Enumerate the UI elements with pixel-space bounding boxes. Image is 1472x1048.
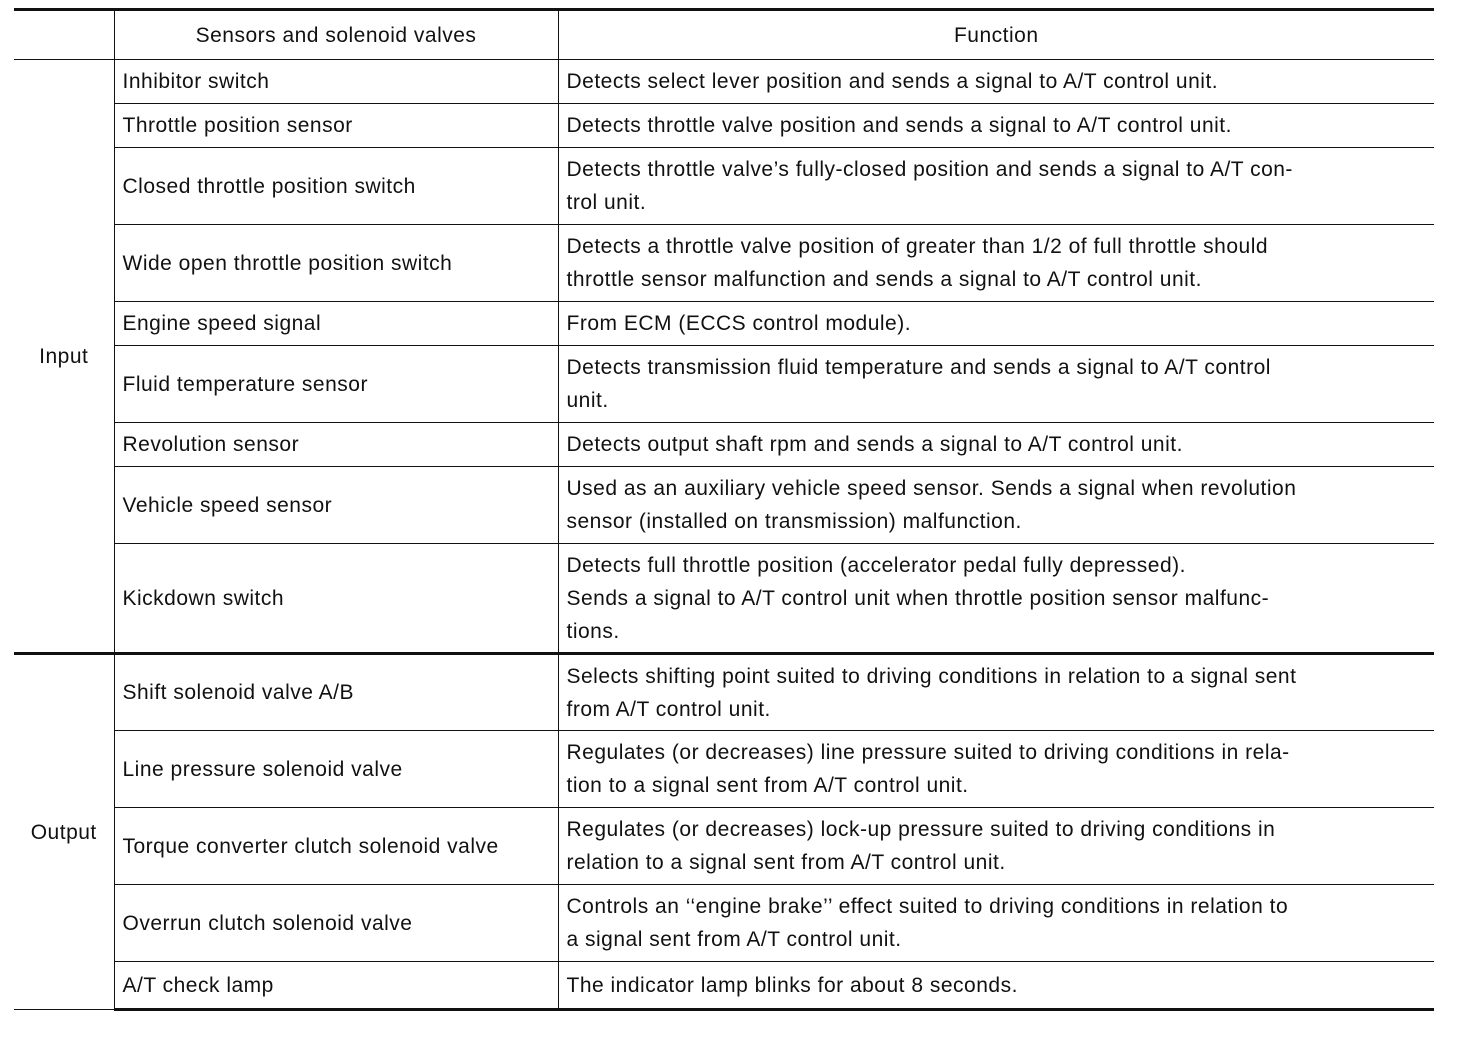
function-cell: [558, 346, 1434, 423]
item-cell: Shift solenoid valve A/B: [114, 654, 558, 731]
function-text-line: Controls an ‘‘engine brake’’ effect suited to driving conditions in relation to: [566, 895, 1289, 918]
function-text-line: unit.: [566, 389, 609, 412]
item-cell: Revolution sensor: [114, 423, 558, 467]
function-text-line: Regulates (or decreases) line pressure suited to driving conditions in rela-: [566, 741, 1290, 764]
function-cell: [558, 731, 1434, 808]
header-sensors-and-solenoid-valves: Sensors and solenoid valves: [114, 10, 558, 60]
header-function: Function: [558, 10, 1434, 60]
function-text-line: Detects throttle valve position and sends a signal to A/T control unit.: [566, 114, 1232, 137]
function-cell: [558, 808, 1434, 885]
item-cell: Engine speed signal: [114, 302, 558, 346]
item-cell: Torque converter clutch solenoid valve: [114, 808, 558, 885]
item-cell: Kickdown switch: [114, 544, 558, 654]
header-corner-cell: [14, 10, 114, 60]
function-text-line: Detects throttle valve’s fully-closed position and sends a signal to A/T con-: [566, 158, 1293, 181]
function-text-line: Sends a signal to A/T control unit when throttle position sensor malfunc-: [566, 586, 1270, 610]
item-cell: Overrun clutch solenoid valve: [114, 885, 558, 962]
table-row: [14, 808, 1434, 885]
table-row: [14, 346, 1434, 423]
function-text-line: Regulates (or decreases) lock-up pressure suited to driving conditions in: [566, 818, 1276, 841]
function-text-line: Used as an auxiliary vehicle speed sensor. Sends a signal when revolution: [566, 477, 1297, 500]
table-row: [14, 148, 1434, 225]
item-cell: A/T check lamp: [114, 962, 558, 1010]
function-text-line: The indicator lamp blinks for about 8 seconds.: [566, 973, 1018, 997]
item-cell: Vehicle speed sensor: [114, 467, 558, 544]
function-text-line: throttle sensor malfunction and sends a signal to A/T control unit.: [566, 268, 1202, 291]
function-text-line: tions.: [566, 619, 620, 643]
table-row: [14, 60, 1434, 104]
function-cell: [558, 544, 1434, 654]
item-cell: Throttle position sensor: [114, 104, 558, 148]
item-cell: Line pressure solenoid valve: [114, 731, 558, 808]
function-cell: [558, 225, 1434, 302]
table-row: [14, 225, 1434, 302]
item-cell: Closed throttle position switch: [114, 148, 558, 225]
function-cell: [558, 467, 1434, 544]
function-text-line: a signal sent from A/T control unit.: [566, 928, 902, 951]
function-text-line: sensor (installed on transmission) malfunction.: [566, 510, 1022, 533]
function-text-line: Detects output shaft rpm and sends a signal to A/T control unit.: [566, 433, 1183, 456]
sensor-function-table: [14, 8, 1434, 1011]
function-text-line: Selects shifting point suited to driving conditions in relation to a signal sent: [566, 664, 1297, 688]
function-cell: [558, 148, 1434, 225]
function-text-line: Detects select lever position and sends a signal to A/T control unit.: [566, 70, 1219, 93]
table-row: [14, 731, 1434, 808]
table-row: [14, 467, 1434, 544]
group-label-input: Input: [14, 60, 114, 654]
table-row: [14, 302, 1434, 346]
table-row: [14, 962, 1434, 1010]
table-row: [14, 544, 1434, 654]
function-text-line: trol unit.: [566, 191, 647, 214]
table-body: [14, 60, 1434, 1010]
table-header: [14, 10, 1434, 60]
function-text-line: tion to a signal sent from A/T control unit.: [566, 774, 969, 797]
table-row: [14, 885, 1434, 962]
header-row: [14, 10, 1434, 60]
function-cell: [558, 654, 1434, 731]
function-cell: [558, 302, 1434, 346]
item-cell: Wide open throttle position switch: [114, 225, 558, 302]
group-label-output: Output: [14, 654, 114, 1010]
table-row: [14, 654, 1434, 731]
item-cell: Fluid temperature sensor: [114, 346, 558, 423]
function-cell: [558, 104, 1434, 148]
item-cell: Inhibitor switch: [114, 60, 558, 104]
function-text-line: Detects full throttle position (accelerator pedal fully depressed).: [566, 553, 1186, 577]
function-text-line: Detects transmission fluid temperature and sends a signal to A/T control: [566, 356, 1271, 379]
function-text-line: Detects a throttle valve position of greater than 1/2 of full throttle should: [566, 235, 1269, 258]
function-cell: [558, 962, 1434, 1010]
function-text-line: From ECM (ECCS control module).: [566, 312, 912, 335]
function-cell: [558, 60, 1434, 104]
function-cell: [558, 885, 1434, 962]
table-row: [14, 423, 1434, 467]
function-text-line: relation to a signal sent from A/T control unit.: [566, 851, 1006, 874]
function-cell: [558, 423, 1434, 467]
table-row: [14, 104, 1434, 148]
function-text-line: from A/T control unit.: [566, 697, 771, 721]
